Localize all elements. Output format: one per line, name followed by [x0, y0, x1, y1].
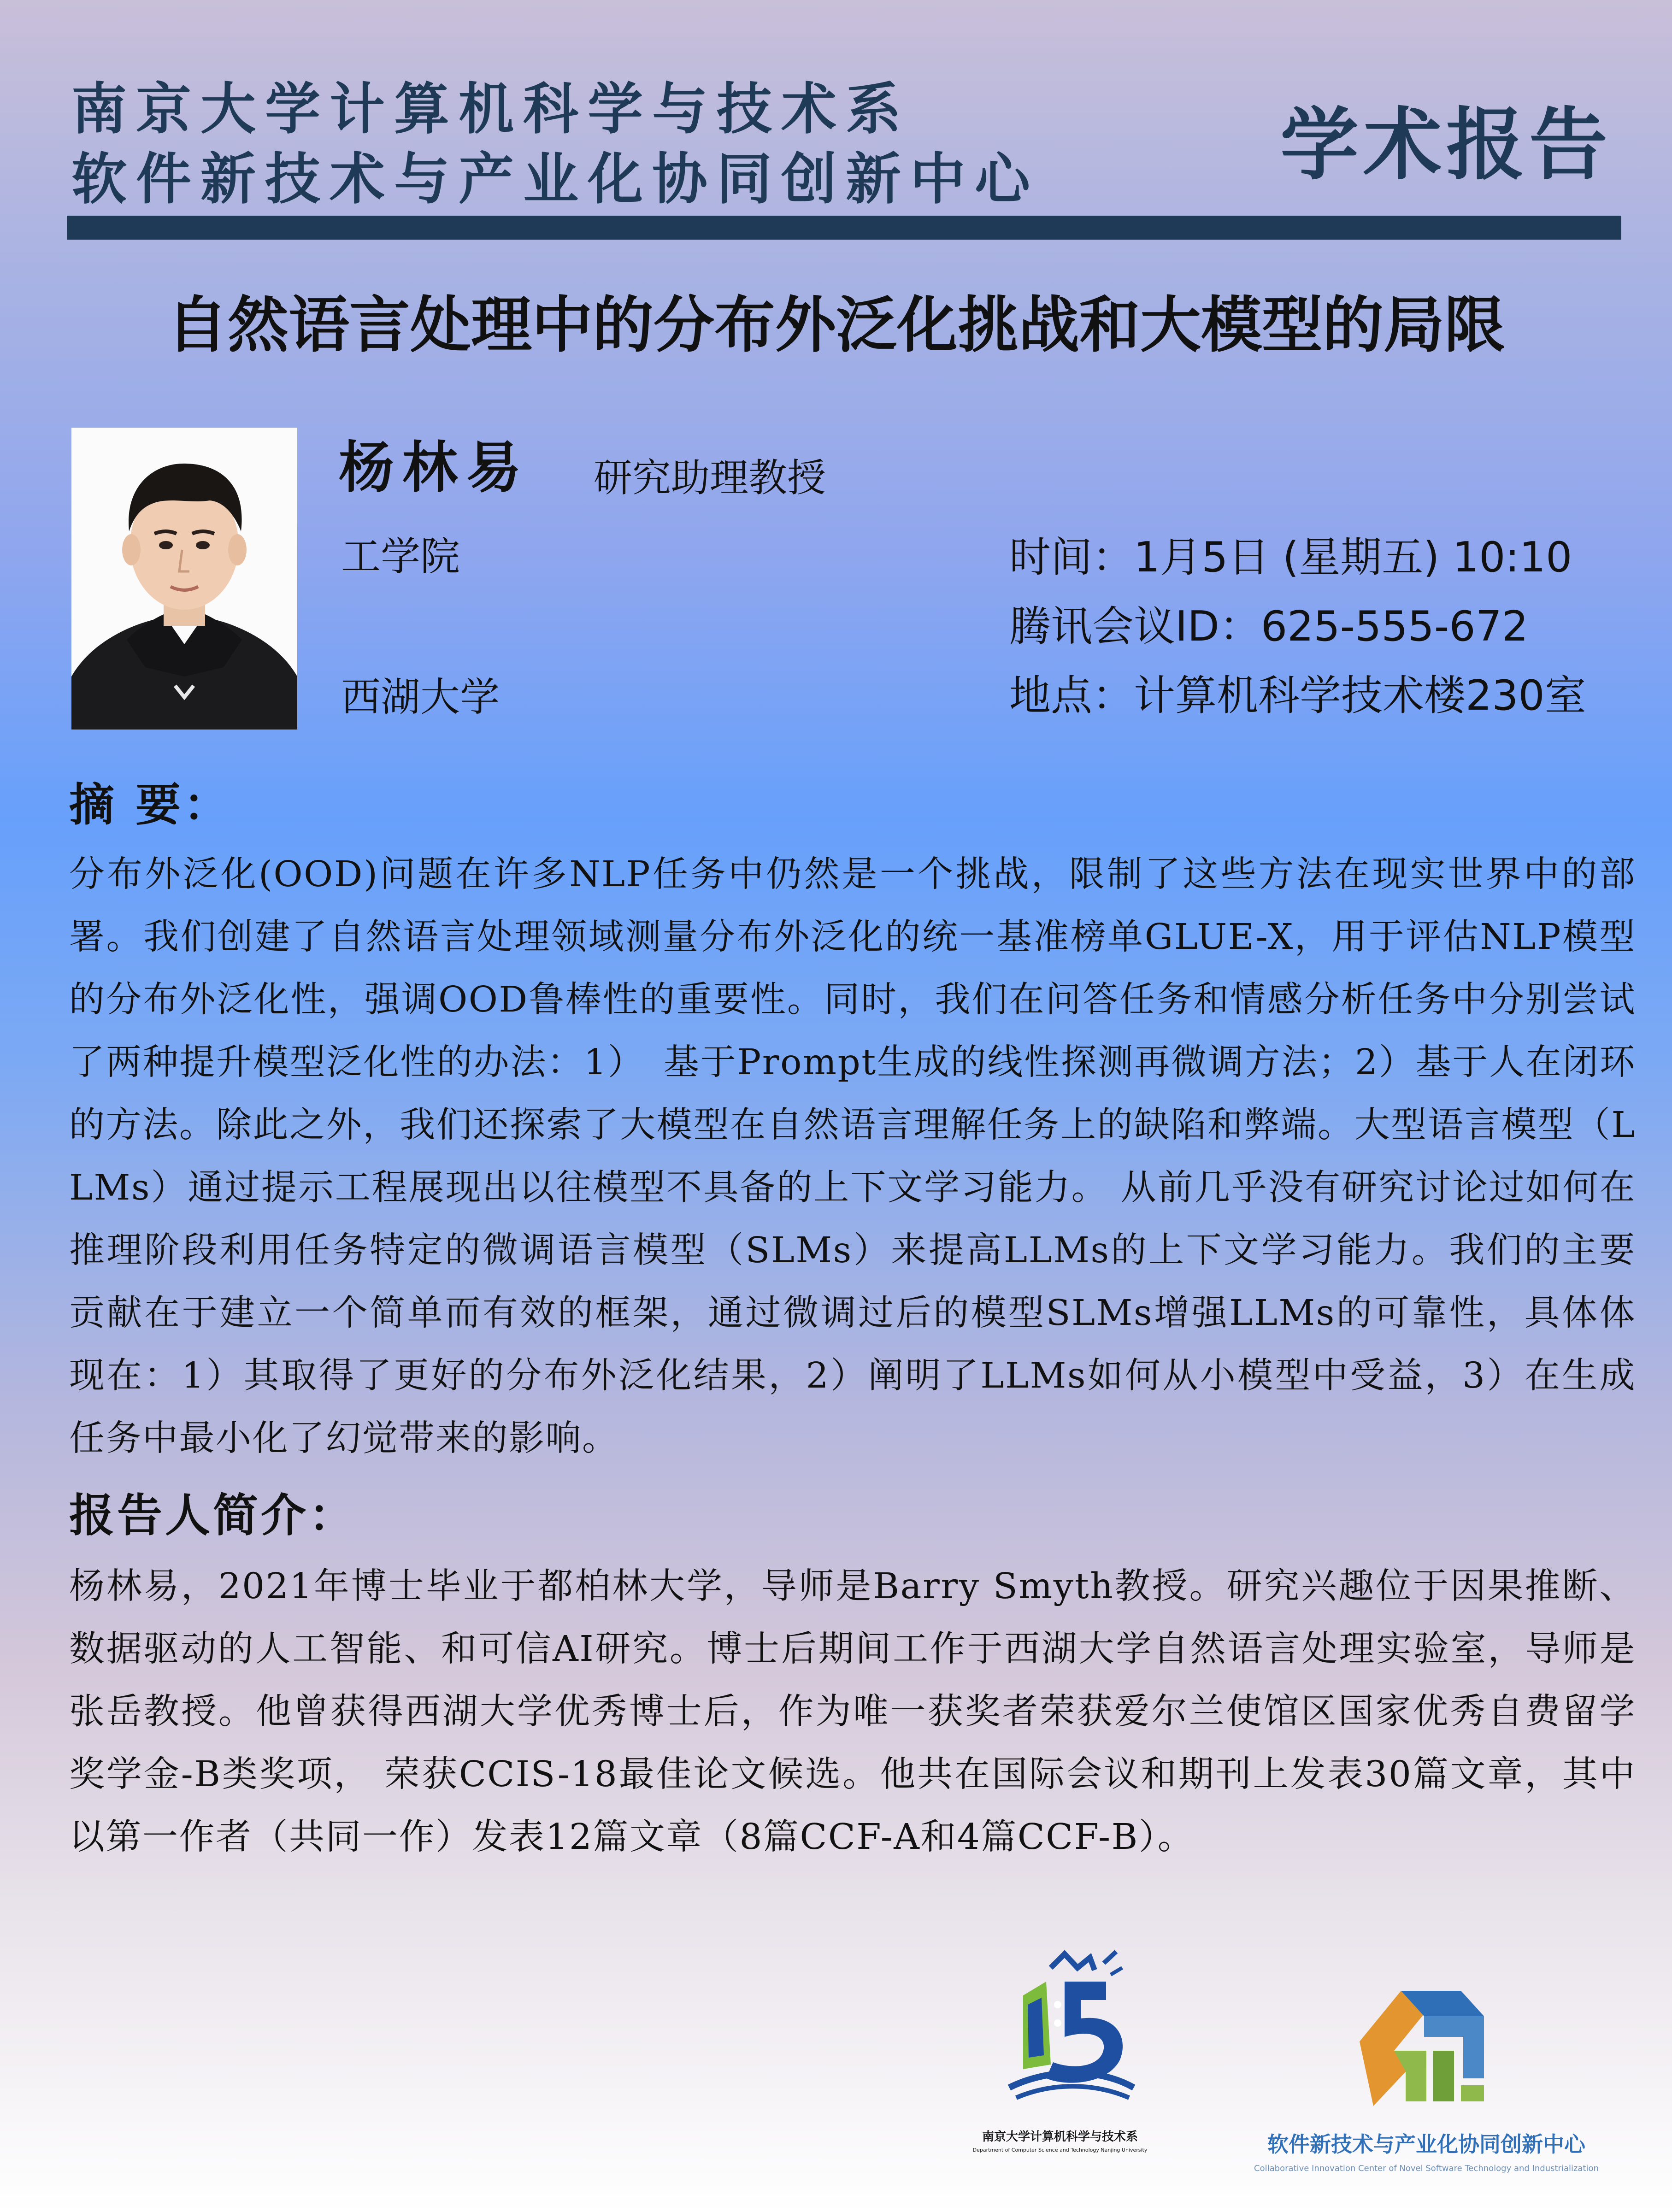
event-time: 时间：1月5日 (星期五) 10:10	[1009, 533, 1572, 582]
bio-text: 杨林易，2021年博士毕业于都柏林大学，导师是Barry Smyth教授。研究兴趣位于因果推断、数据驱动的人工智能、和可信AI研究。博士后期间工作于西湖大学自然语言处理实验室，导师是张岳教授。他曾获得西湖大学优秀博士后，作为唯一获奖者荣获爱尔兰使馆区国家优秀自费留学奖学金-B类奖项， 荣获CCIS-18最佳论文候选。他共在国际会议和期刊上发表30篇文章，其中以第一作者（共同一作）发表12篇文章（8篇CCF-A和4篇CCF-B）。	[69, 1566, 1636, 1858]
speaker-photo	[71, 428, 297, 729]
header-divider	[67, 216, 1621, 240]
cs-department-subtitle: Department of Computer Science and Technology Nanjing University	[972, 2147, 1148, 2153]
innovation-center-subtitle: Collaborative Innovation Center of Novel Software Technology and Industrialization	[1254, 2164, 1599, 2173]
org-name-line1: 南京大学计算机科学与技术系	[71, 77, 910, 141]
talk-title: 自然语言处理中的分布外泛化挑战和大模型的局限	[167, 290, 1505, 361]
speaker-portrait-icon	[71, 428, 297, 729]
cs-department-logo-icon	[995, 1949, 1148, 2106]
event-location: 地点：计算机科学技术楼230室	[1009, 671, 1586, 720]
speaker-affiliation-line2: 西湖大学	[341, 674, 500, 720]
abstract-text: 分布外泛化(OOD)问题在许多NLP任务中仍然是一个挑战，限制了这些方法在现实世界中的部署。我们创建了自然语言处理领域测量分布外泛化的统一基准榜单GLUE-X，用于评估NLP模型的分布外泛化性，强调OOD鲁棒性的重要性。同时，我们在问答任务和情感分析任务中分别尝试了两种提升模型泛化性的办法：1） 基于Prompt生成的线性探测再微调方法；2）基于人在闭环的方法。除此之外，我们还探索了大模型在自然语言理解任务上的缺陷和弊端。大型语言模型（LLMs）通过提示工程展现出以往模型不具备的上下文学习能力。 从前几乎没有研究讨论过如何在推理阶段利用任务特定的微调语言模型（SLMs）来提高LLMs的上下文学习能力。我们的主要贡献在于建立一个简单而有效的框架，通过微调过后的模型SLMs增强LLMs的可靠性，具体体现在：1）其取得了更好的分布外泛化结果，2）阐明了LLMs如何从小模型中受益，3）在生成任务中最小化了幻觉带来的影响。	[69, 854, 1637, 1459]
speaker-affiliation-line1: 工学院	[341, 534, 460, 580]
speaker-name: 杨林易	[339, 435, 530, 500]
innovation-center-name: 软件新技术与产业化协同创新中心	[1267, 2132, 1585, 2157]
bio-heading: 报告人简介：	[69, 1489, 357, 1542]
event-meeting-id: 腾讯会议ID：625-555-672	[1009, 602, 1529, 651]
innovation-center-logo-icon	[1346, 1972, 1498, 2115]
org-name-line2: 软件新技术与产业化协同创新中心	[71, 147, 1039, 212]
cs-department-name: 南京大学计算机科学与技术系	[982, 2130, 1138, 2144]
abstract-heading: 摘 要：	[69, 779, 232, 831]
speaker-title: 研究助理教授	[594, 455, 826, 500]
report-label: 学术报告	[1280, 100, 1612, 191]
